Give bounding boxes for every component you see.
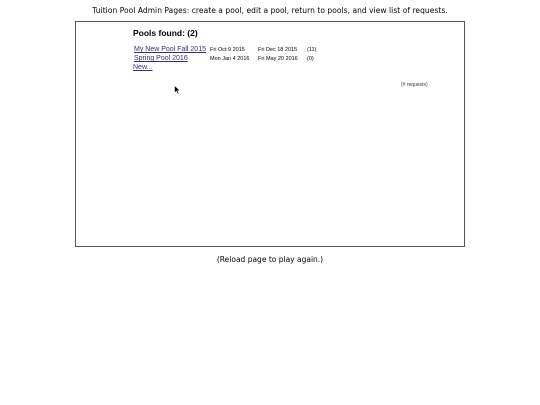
instructions-header: Tuition Pool Admin Pages: create a pool, edit a pool, return to pools, and view list of requests. [92,6,448,15]
admin-page-frame [75,21,465,247]
pool-request-count: (11) [307,47,317,53]
pool-request-count: (0) [307,56,314,62]
reload-footer: (Reload page to play again.) [216,255,324,264]
pool-start-date: Fri Oct 9 2015 [210,47,245,53]
requests-link[interactable]: (# requests) [401,82,428,88]
pool-link-fall-2015[interactable]: My New Pool Fall 2015 [134,46,206,53]
mouse-pointer-icon [174,85,182,95]
pool-end-date: Fri Dec 18 2015 [258,47,298,53]
pool-link-spring-2016[interactable]: Spring Pool 2016 [134,55,188,62]
pool-end-date: Fri May 20 2016 [258,56,298,62]
pool-start-date: Mon Jan 4 2016 [210,56,250,62]
new-pool-link[interactable]: New... [133,64,153,71]
pools-found-title: Pools found: (2) [133,28,198,38]
